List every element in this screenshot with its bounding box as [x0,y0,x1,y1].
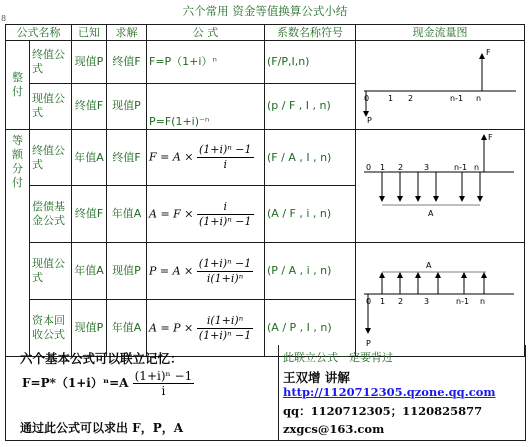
row-name: 现值公式 [30,243,72,300]
header-known: 已知 [72,25,107,41]
row-symbol: (A / P , I , n) [265,300,356,357]
svg-text:3: 3 [424,163,430,172]
row-formula: F = A × $\frac{\text{(1+i)ⁿ −1}}{i}$ [147,130,265,186]
svg-text:n-1: n-1 [456,296,470,306]
summary-right [279,345,525,440]
svg-text:0: 0 [366,296,372,306]
header-solve: 求解 [107,25,147,41]
summary-left [6,345,279,440]
row-solve: 年值A [107,300,147,357]
row-solve: 现值P [107,83,147,129]
row-symbol: (F/P,I,n) [265,41,356,84]
row-formula: F=P（1+i）ⁿ [147,41,265,84]
memorize-note: 此联立公式一定要背过 [283,351,393,364]
svg-text:P: P [367,116,372,125]
qzone-link[interactable]: http://1120712305.qzone.qq.com [283,385,496,399]
row-name: 现值公式 [30,83,72,129]
group-uniform: 等额分付 [6,130,30,357]
cash-flow-chart-pa [358,244,522,352]
summary-footer: 通过此公式可以求出 F，P，A [20,421,184,435]
row-known: 现值P [72,41,107,84]
row-symbol: (p / F , I , n) [265,83,356,129]
cash-flow-chart-fa [358,130,522,238]
cash-flow-diagram-single [356,41,525,130]
page-title: 六个常用 资金等值换算公式小结 [182,4,348,18]
email-contact: zxgcs@163.com [283,422,385,436]
svg-text:1: 1 [380,163,386,172]
row-name: 偿债基金公式 [30,186,72,243]
row-known: 年值A [72,130,107,186]
svg-text:2: 2 [408,94,414,103]
row-known: 年值A [72,243,107,300]
row-name: 资本回收公式 [30,300,72,357]
svg-text:n: n [476,94,482,103]
table-row [6,243,525,300]
header-symbol: 系数名称符号 [265,25,356,41]
formula-table [5,24,525,357]
cash-flow-chart-single [358,41,522,125]
corner-mark: 8 [1,14,7,23]
svg-text:0: 0 [366,163,372,172]
row-known: 终值F [72,186,107,243]
svg-text:n-1: n-1 [450,94,464,103]
svg-text:2: 2 [398,296,404,306]
row-symbol: (F / A , I , n) [265,130,356,186]
table-header-row [6,25,525,41]
row-symbol: (A / F , i , n) [265,186,356,243]
row-known: 现值P [72,300,107,357]
svg-text:A: A [428,209,434,218]
table-row [6,41,525,84]
row-solve: 现值P [107,243,147,300]
cash-flow-diagram-pa [356,243,525,357]
summary-heading: 六个基本公式可以联立记忆： [20,351,183,366]
row-solve: 年值A [107,186,147,243]
svg-text:n-1: n-1 [454,163,468,172]
row-formula: P=F(1+i)⁻ⁿ [147,83,265,129]
row-known: 终值F [72,83,107,129]
combined-formula: F=P*（1+i）ⁿ=A $\frac{\text{(1+i)ⁿ −1}}{i}$ [22,369,193,398]
svg-text:P: P [366,338,371,348]
summary-section [5,345,526,441]
svg-text:A: A [426,260,432,270]
svg-text:F: F [488,133,493,142]
row-solve: 终值F [107,41,147,84]
table-row [6,130,525,186]
svg-text:1: 1 [388,94,394,103]
group-single: 整付 [6,41,30,130]
row-formula: P = A × $\frac{\text{(1+i)ⁿ −1}}{\text{i(1+i)ⁿ}}$ [147,243,265,300]
row-name: 终值公式 [30,130,72,186]
cash-flow-diagram-fa [356,130,525,243]
row-name: 终值公式 [30,41,72,84]
svg-text:n: n [480,296,486,306]
svg-text:3: 3 [424,296,430,306]
svg-text:0: 0 [364,94,370,103]
svg-text:2: 2 [398,163,404,172]
qq-contact: qq：1120712305；1120825877 [283,404,483,418]
row-solve: 终值F [107,130,147,186]
row-formula: A = P × $\frac{\text{i(1+i)ⁿ}}{\text{(1+i)ⁿ −1}}$ [147,300,265,357]
header-formula: 公 式 [147,25,265,41]
author-line: 王双增 讲解 [283,370,350,385]
row-formula: A = F × $\frac{i}{\text{(1+i)ⁿ −1}}$ [147,186,265,243]
svg-text:n: n [474,163,480,172]
row-symbol: (P / A , i , n) [265,243,356,300]
svg-text:F: F [486,48,491,57]
header-diagram: 现金流量图 [356,25,525,41]
header-name: 公式名称 [6,25,72,41]
svg-text:1: 1 [380,296,386,306]
